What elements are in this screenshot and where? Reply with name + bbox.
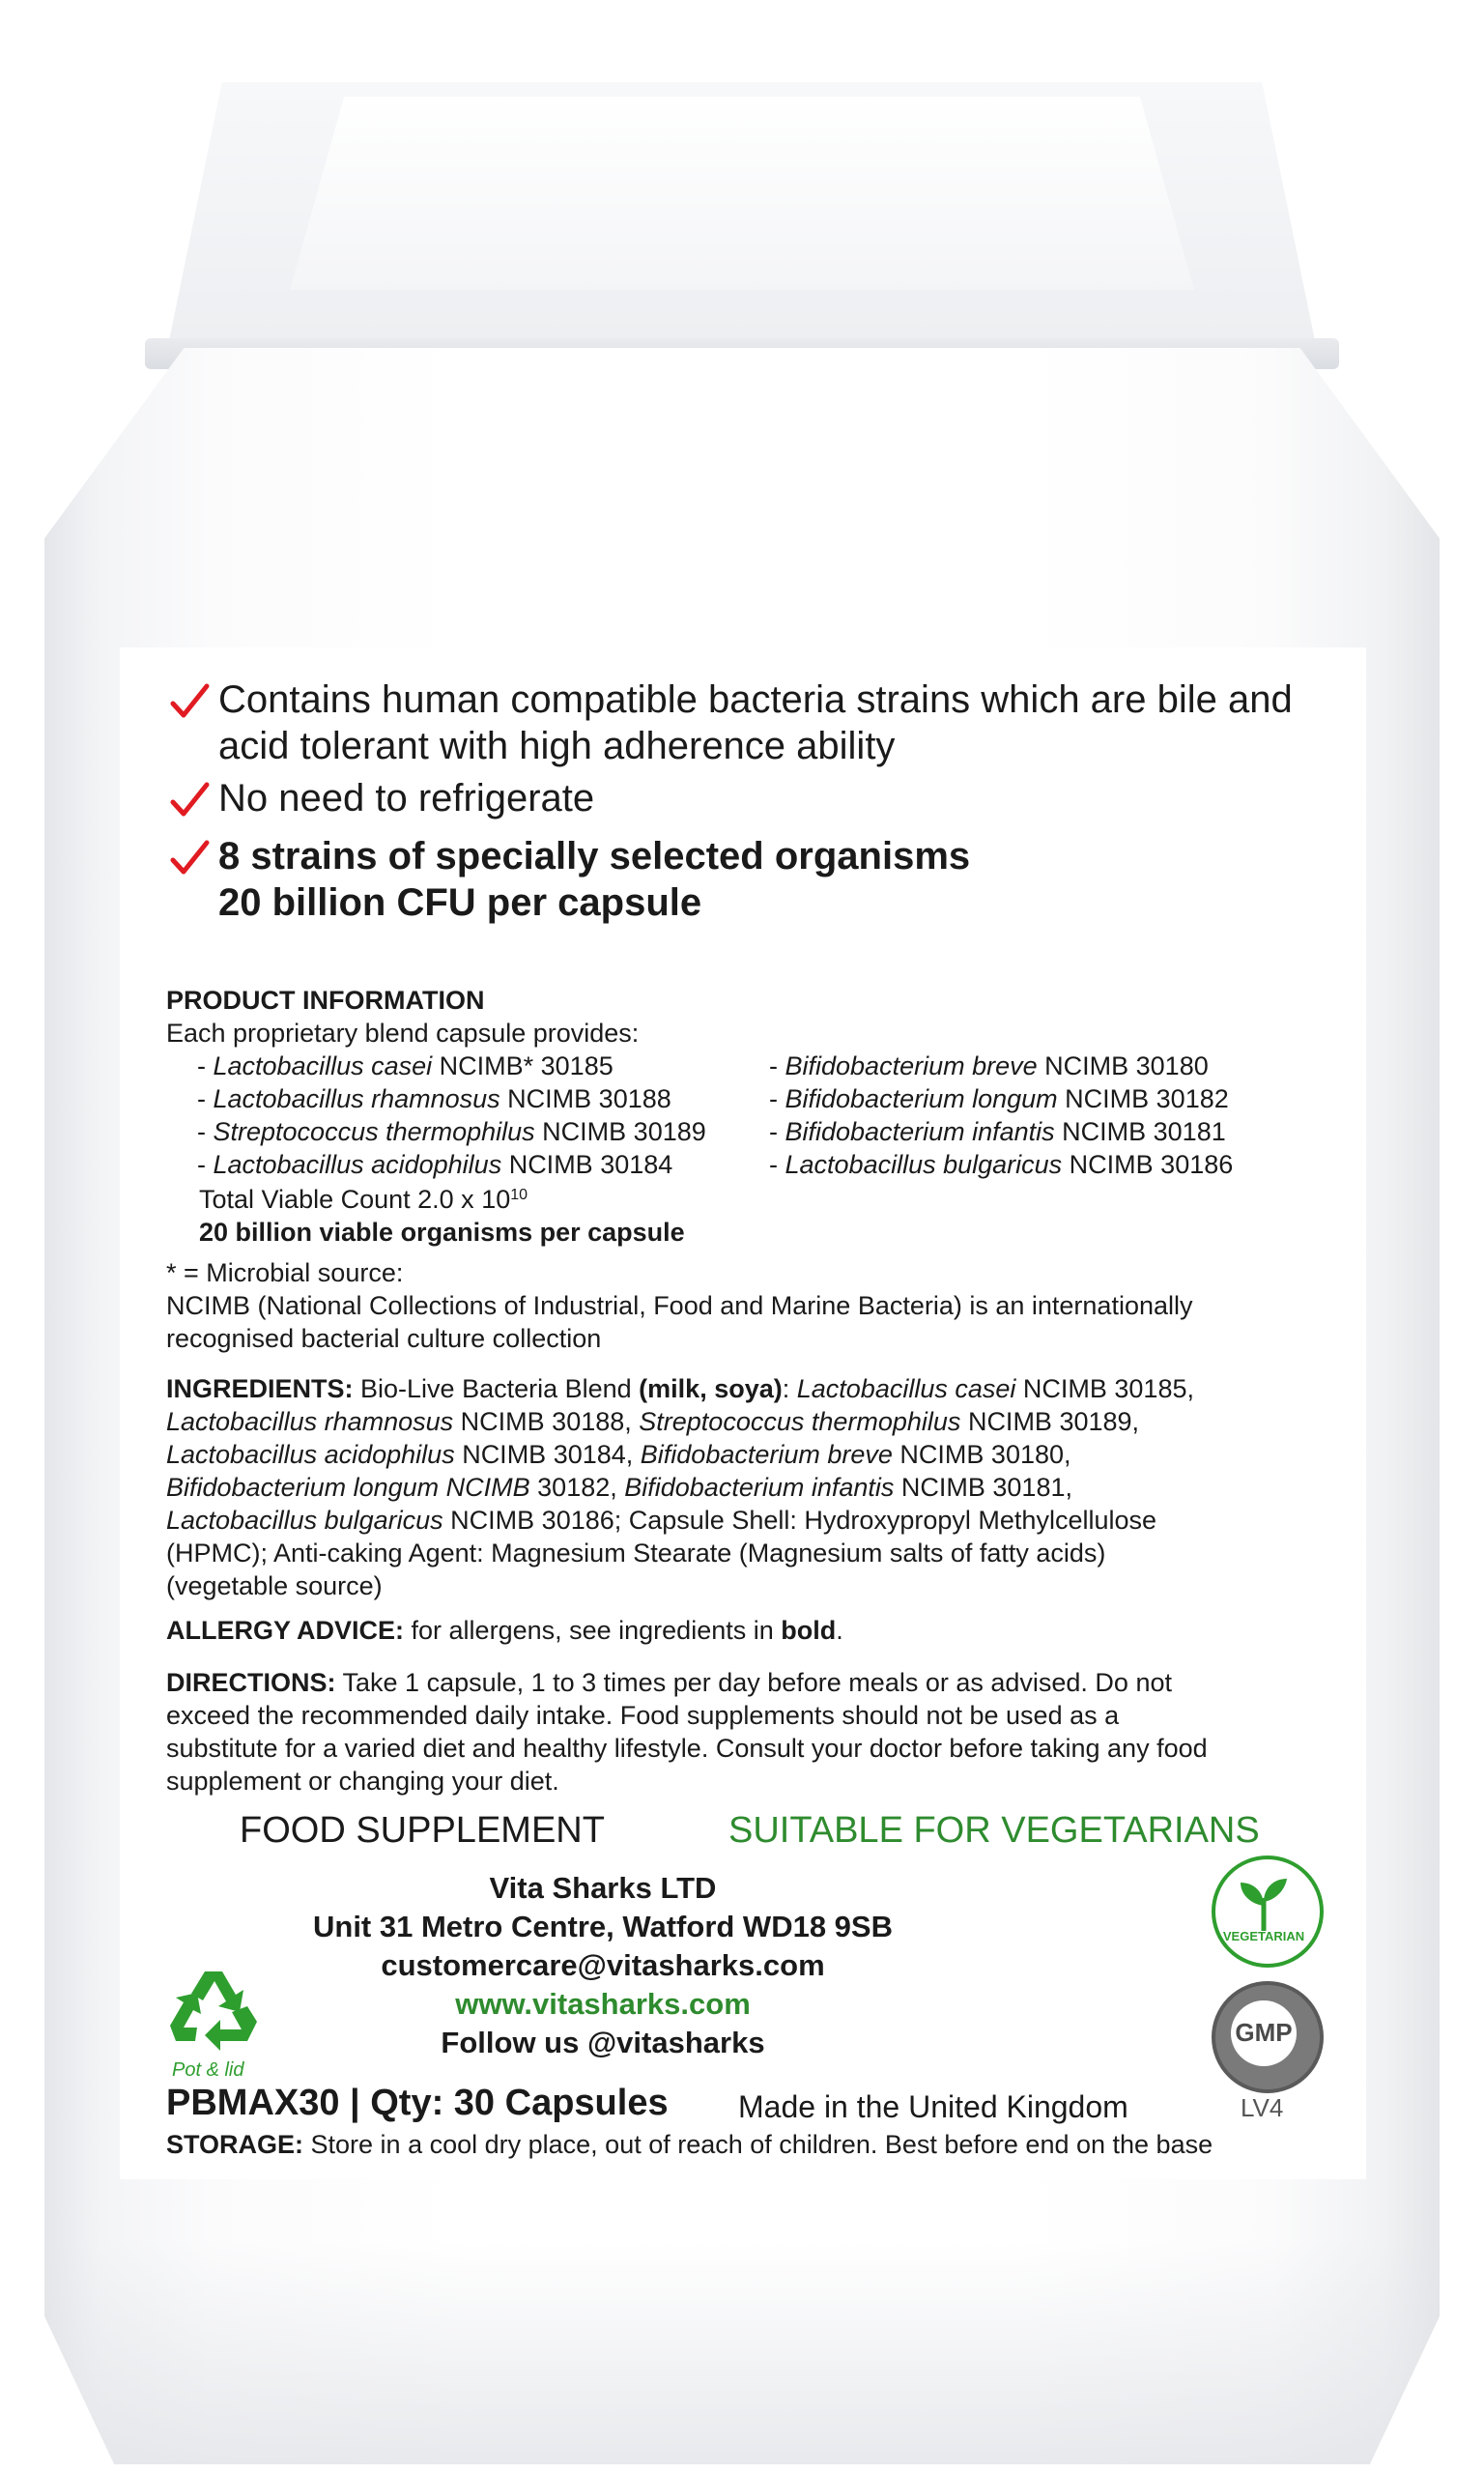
strain-name: Lactobacillus acidophilus (213, 1150, 502, 1179)
strain-bullet: - (769, 1150, 785, 1179)
directions-line: DIRECTIONS: Take 1 capsule, 1 to 3 times per day before meals or as advised. Do not (166, 1668, 1172, 1697)
benefit-text: acid tolerant with high adherence ability (218, 725, 896, 767)
organisms-per-capsule: 20 billion viable organisms per capsule (199, 1218, 685, 1247)
strain-item (769, 1115, 1226, 1148)
ingredients-segment: NCIMB 30180, (892, 1440, 1071, 1469)
ingredients-line (166, 1537, 1105, 1569)
directions-line: exceed the recommended daily intake. Food supplements should not be used as a (166, 1701, 1120, 1730)
ingredients-segment: NCIMB 30181, (894, 1473, 1072, 1502)
strain-code: NCIMB 30184 (501, 1150, 673, 1179)
strain-item (197, 1082, 671, 1115)
bottle-lid-face (290, 97, 1194, 290)
ingredients-line (166, 1504, 1156, 1537)
ingredients-label: INGREDIENTS: (166, 1374, 354, 1403)
ingredients-line (166, 1372, 1194, 1405)
vegetarian-badge (1212, 1856, 1324, 1968)
strain-bullet: - (197, 1117, 214, 1146)
ingredients-segment: Bifidobacterium breve (640, 1440, 893, 1469)
ingredients-segment: Bio-Live Bacteria Blend (353, 1374, 640, 1403)
strain-name: Lactobacillus rhamnosus (213, 1084, 500, 1113)
label-version: LV4 (1241, 2093, 1284, 2122)
vegetarian-badge-text: VEGETARIAN (1222, 1929, 1305, 1943)
ingredients-segment: (HPMC); Anti-caking Agent: Magnesium Stearate (Magnesium salts of fatty acids) (166, 1539, 1106, 1568)
ingredients-segment: NCIMB 30189, (960, 1407, 1140, 1436)
ingredients-line (166, 1569, 383, 1602)
strain-name: Streptococcus thermophilus (213, 1117, 535, 1146)
ingredients-segment: (vegetable source) (166, 1571, 383, 1600)
strain-item (197, 1148, 672, 1181)
directions-line: supplement or changing your diet. (166, 1767, 559, 1796)
strain-bullet: - (769, 1051, 785, 1080)
strain-code: NCIMB* 30185 (432, 1051, 614, 1080)
check-mark-icon (168, 837, 211, 879)
ingredients-segment: Lactobacillus rhamnosus (166, 1407, 454, 1436)
ingredients-segment: NCIMB 30186; Capsule Shell: Hydroxypropyl Methylcellulose (442, 1506, 1157, 1535)
cfu-highlight: 20 billion CFU per capsule (218, 881, 702, 924)
company-website[interactable]: www.vitasharks.com (455, 1987, 751, 2021)
benefit-text: Contains human compatible bacteria strains which are bile and (218, 678, 1293, 721)
ingredients-segment: Lactobacillus acidophilus (166, 1440, 455, 1469)
microbial-source-text: recognised bacterial culture collection (166, 1324, 602, 1353)
strain-code: NCIMB 30186 (1062, 1150, 1234, 1179)
strain-bullet: - (769, 1084, 785, 1113)
strain-name: Bifidobacterium longum (785, 1084, 1058, 1113)
ingredients-line (166, 1438, 1071, 1471)
sprout-icon (1212, 1856, 1316, 1960)
strain-name: Bifidobacterium breve (785, 1051, 1038, 1080)
strain-code: NCIMB 30182 (1057, 1084, 1229, 1113)
ingredients-segment: : (782, 1374, 797, 1403)
ingredients-line (166, 1471, 1072, 1504)
food-supplement-label: FOOD SUPPLEMENT (240, 1810, 605, 1851)
gmp-badge-text: GMP (1235, 2018, 1293, 2047)
allergy-advice: ALLERGY ADVICE: for allergens, see ingredients in bold. (166, 1616, 843, 1645)
company-email[interactable]: customercare@vitasharks.com (381, 1948, 825, 1982)
gmp-badge (1212, 1981, 1324, 2093)
strain-code: NCIMB 30181 (1054, 1117, 1226, 1146)
company-social[interactable]: Follow us @vitasharks (441, 2026, 765, 2059)
benefit-text: No need to refrigerate (218, 777, 595, 820)
ingredients-segment: NCIMB 30184, (454, 1440, 641, 1469)
strain-code: NCIMB 30188 (499, 1084, 671, 1113)
benefit-text: 8 strains of specially selected organisms (218, 835, 971, 877)
viable-count: Total Viable Count 2.0 x $10^{10}$ (199, 1185, 528, 1214)
product-label (120, 647, 1366, 2179)
strain-name: Lactobacillus casei (213, 1051, 433, 1080)
ingredients-line (166, 1405, 1139, 1438)
strain-bullet: - (769, 1117, 785, 1146)
strain-name: Lactobacillus bulgaricus (785, 1150, 1063, 1179)
strain-item (769, 1082, 1229, 1115)
strain-item (769, 1148, 1233, 1181)
company-address: Unit 31 Metro Centre, Watford WD18 9SB (313, 1910, 893, 1943)
strain-code: NCIMB 30180 (1037, 1051, 1209, 1080)
check-mark-icon (168, 680, 211, 723)
storage-text: STORAGE: Store in a cool dry place, out of reach of children. Best before end on the base (166, 2130, 1213, 2159)
made-in: Made in the United Kingdom (738, 2089, 1128, 2124)
product-code: PBMAX30 | Qty: 30 Capsules (166, 2083, 669, 2123)
ingredients-segment: Lactobacillus casei (796, 1374, 1016, 1403)
strain-bullet: - (197, 1150, 214, 1179)
ingredients-segment: Bifidobacterium longum NCIMB (166, 1473, 530, 1502)
strain-bullet: - (197, 1084, 214, 1113)
ingredients-segment: Lactobacillus bulgaricus (166, 1506, 443, 1535)
ingredients-segment: Streptococcus thermophilus (639, 1407, 961, 1436)
strain-name: Bifidobacterium infantis (785, 1117, 1055, 1146)
microbial-source-text: NCIMB (National Collections of Industrial, Food and Marine Bacteria) is an internationally (166, 1291, 1193, 1320)
product-info-intro: Each proprietary blend capsule provides: (166, 1019, 640, 1048)
company-name: Vita Sharks LTD (489, 1871, 717, 1905)
recycle-icon (168, 1962, 274, 2058)
suitable-for-vegetarians-label: SUITABLE FOR VEGETARIANS (728, 1810, 1260, 1851)
strain-code: NCIMB 30189 (534, 1117, 706, 1146)
directions-line: substitute for a varied diet and healthy lifestyle. Consult your doctor before taking any food (166, 1734, 1208, 1763)
strain-item (197, 1050, 614, 1082)
ingredients-segment: 30182, (529, 1473, 625, 1502)
product-info-heading: PRODUCT INFORMATION (166, 986, 485, 1015)
recycle-caption: Pot & lid (172, 2059, 244, 2081)
ingredients-segment: (milk, soya) (639, 1374, 783, 1403)
check-mark-icon (168, 779, 211, 821)
ingredients-segment: NCIMB 30188, (453, 1407, 640, 1436)
microbial-source-label: * = Microbial source: (166, 1258, 404, 1287)
ingredients-segment: NCIMB 30185, (1015, 1374, 1194, 1403)
ingredients-segment: Bifidobacterium infantis (624, 1473, 895, 1502)
strain-item (769, 1050, 1209, 1082)
strain-bullet: - (197, 1051, 214, 1080)
strain-item (197, 1115, 706, 1148)
